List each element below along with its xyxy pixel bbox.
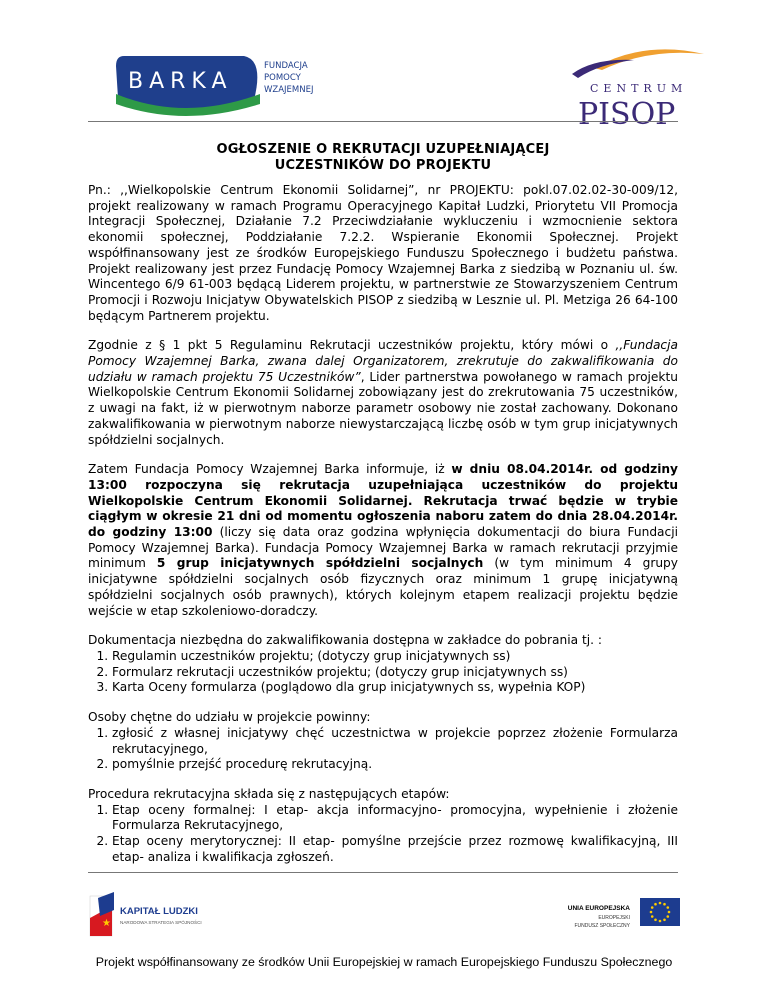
barka-logo bbox=[114, 50, 334, 118]
footer-text: Projekt współfinansowany ze środków Unii Europejskiej w ramach Europejskiego Funduszu Społecznego bbox=[95, 955, 673, 969]
announcement-text-2: (liczy się data oraz godzina wpłynięcia dokumentacji do biura Fundacji Pomocy Wzajemnej Barka). Fundacja Pomocy Wzajemnej Barka w ramach rekrutacji przyjmie minimum bbox=[88, 525, 678, 571]
pisop-logo-bottom: PISOP bbox=[578, 97, 676, 132]
regulation-quote: ,,Fundacja Pomocy Wzajemnej Barka, zwana dalej Organizatorem, zrekrutuje do zakwalifikowania do udziału w ramach projektu 75 Uczestników” bbox=[88, 338, 678, 384]
list-item: 1. zgłosić z własnej inicjatywy chęć uczestnictwa w projekcie poprzez złożenie Formularza rekrutacyjnego, bbox=[112, 726, 678, 757]
eu-star-icon bbox=[654, 903, 657, 906]
barka-logo-line1: FUNDACJA bbox=[264, 61, 308, 71]
announcement-text-3: (w tym minimum 4 grupy inicjatywne spółdzielni socjalnych osób fizycznych oraz minimum 1 grupę inicjatywną spółdzielni socjalnych osób prawnych), których kolejnym etapem realizacji projektu będzie wejście w etap szkoleniowo-doradczy. bbox=[88, 556, 679, 618]
eu-star-icon bbox=[663, 903, 666, 906]
announcement-text-1: Zatem Fundacja Pomocy Wzajemnej Barka informuje, iż bbox=[88, 462, 452, 477]
regulation-paragraph bbox=[88, 338, 678, 448]
eu-star-icon bbox=[651, 915, 654, 918]
kl-sub: NARODOWA STRATEGIA SPÓJNOŚCI bbox=[120, 920, 202, 925]
eu-star-icon bbox=[659, 920, 662, 923]
title-line-1: OGŁOSZENIE O REKRUTACJI UZUPEŁNIAJĄCEJ bbox=[216, 142, 550, 157]
announcement-dates: w dniu 08.04.2014r. od godziny 13:00 rozpoczyna się rekrutacja uzupełniająca uczestników do projektu Wielkopolskie Centrum Ekonomii Solidarnej. Rekrutacja trwać będzie w trybie ciągłym w okresie 21 dni od momentu ogłoszenia naboru zatem do dnia 28.04.2014r. do godziny 13:00 bbox=[88, 462, 678, 540]
procedure-lead: Procedura rekrutacyjna składa się z następujących etapów: bbox=[88, 786, 450, 801]
document-body bbox=[88, 183, 678, 879]
eu-sub1: EUROPEJSKI bbox=[598, 915, 630, 921]
announcement-groups: 5 grup inicjatywnych spółdzielni socjalnych bbox=[156, 556, 484, 571]
regulation-text: Zgodnie z § 1 pkt 5 Regulaminu Rekrutacji uczestników projektu, który mówi o bbox=[88, 338, 616, 353]
intro-paragraph: Pn.: ,,Wielkopolskie Centrum Ekonomii Solidarnej”, nr PROJEKTU: pokl.07.02.02-30-009/12, projekt realizowany w ramach Programu Operacyjnego Kapitał Ludzki, Priorytetu VII Promocja Integracji Społecznej, Działanie 7.2 Przeciwdziałanie wykluczeniu i wzmocnienie sektora ekonomii społecznej, Poddziałanie 7.2.2. Wspieranie Ekonomii Społecznej. Projekt współfinansowany jest ze środków Europejskiego Funduszu Społecznego i budżetu państwa. Projekt realizowany jest przez Fundację Pomocy Wzajemnej Barka z siedzibą w Poznaniu ul. św. Wincentego 6/9 61-003 będącą Liderem projektu, w partnerstwie ze Stowarzyszeniem Centrum Promocji i Rozwoju Inicjatyw Obywatelskich PISOP z siedzibą w Lesznie ul. Pl. Metziga 26 64-100 będącym Partnerem projektu. bbox=[88, 183, 678, 323]
docs-lead: Dokumentacja niezbędna do zakwalifikowania dostępna w zakładce do pobrania tj. : bbox=[88, 633, 602, 648]
footer-divider bbox=[88, 872, 678, 873]
regulation-text-after: , Lider partnerstwa powołanego w ramach projektu Wielkopolskie Centrum Ekonomii Solidarnej zobowiązany jest do zrekrutowania 75 uczestników, z uwagi na fakt, iż w pierwotnym naborze parametr osobowy nie został zachowany. Dokonano zakwalifikowania w pierwotnym naborze niewystarczającą liczbę osób w tym grup inicjatywnych spółdzielni socjalnych. bbox=[88, 369, 678, 447]
list-item: 1. Regulamin uczestników projektu; (dotyczy grup inicjatywnych ss) bbox=[112, 649, 678, 665]
list-item: 2. Formularz rekrutacji uczestników projektu; (dotyczy grup inicjatywnych ss) bbox=[112, 665, 678, 681]
pisop-logo-swoosh bbox=[594, 49, 704, 70]
list-item: 1. Etap oceny formalnej: I etap- akcja informacyjno- promocyjna, wypełnienie i złożenie Formularza Rekrutacyjnego, bbox=[112, 803, 678, 834]
pisop-logo bbox=[554, 34, 714, 134]
page-title bbox=[88, 142, 678, 174]
announcement-paragraph bbox=[88, 462, 678, 619]
title-line-2: UCZESTNIKÓW DO PROJEKTU bbox=[274, 158, 492, 173]
eu-star-icon bbox=[668, 911, 671, 914]
header bbox=[88, 28, 688, 132]
docs-list bbox=[88, 649, 678, 696]
footer-logos bbox=[88, 888, 678, 940]
list-item: 2. Etap oceny merytorycznej: II etap- pomyślne przejście przez rozmowę kwalifikacyjną, III etap- analiza i kwalifikacja zgłoszeń. bbox=[112, 834, 678, 865]
pisop-logo-top: CENTRUM bbox=[590, 82, 688, 95]
eu-star-icon bbox=[650, 911, 653, 914]
eu-star-icon bbox=[666, 906, 669, 909]
persons-list bbox=[88, 726, 678, 773]
kapital-ludzki-logo bbox=[88, 888, 238, 940]
eu-star-icon bbox=[666, 915, 669, 918]
procedure-list bbox=[88, 803, 678, 866]
header-divider bbox=[88, 121, 678, 122]
eu-logo bbox=[558, 888, 698, 940]
eu-sub2: FUNDUSZ SPOŁECZNY bbox=[574, 923, 630, 929]
eu-star-icon bbox=[651, 906, 654, 909]
barka-logo-line2: POMOCY bbox=[264, 73, 301, 83]
list-item: 2. pomyślnie przejść procedurę rekrutacyjną. bbox=[112, 757, 678, 773]
kl-star-icon: ★ bbox=[102, 918, 111, 929]
eu-star-icon bbox=[663, 918, 666, 921]
list-item: 3. Karta Oceny formularza (poglądowo dla grup inicjatywnych ss, wypełnia KOP) bbox=[112, 680, 678, 696]
eu-star-icon bbox=[659, 902, 662, 905]
eu-name: UNIA EUROPEJSKA bbox=[567, 905, 630, 912]
eu-star-icon bbox=[654, 918, 657, 921]
persons-lead: Osoby chętne do udziału w projekcie powinny: bbox=[88, 710, 371, 725]
barka-logo-line3: WZAJEMNEJ bbox=[264, 85, 314, 95]
kl-name: KAPITAŁ LUDZKI bbox=[120, 906, 198, 917]
barka-logo-name: BARKA bbox=[128, 69, 233, 94]
